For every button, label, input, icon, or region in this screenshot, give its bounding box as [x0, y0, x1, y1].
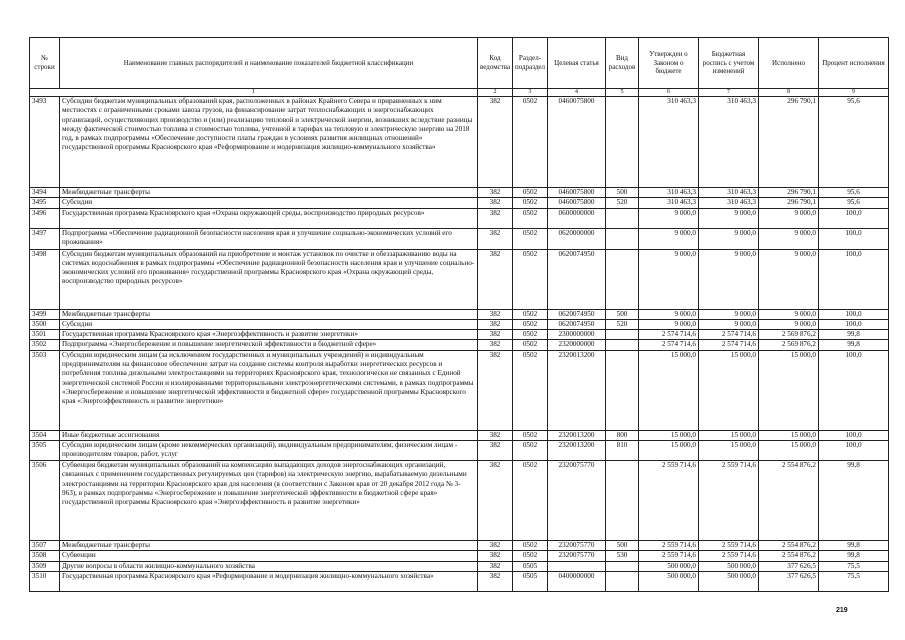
header-name: Наименование главных распорядителей и наименование показателей бюджетной классификации [60, 38, 478, 89]
row-target-article: 0460075800 [548, 97, 606, 188]
row-budget-schedule: 310 463,3 [699, 188, 759, 198]
row-department-code: 382 [478, 461, 513, 541]
row-number: 3500 [30, 319, 60, 329]
row-target-article: 0620074950 [548, 249, 606, 309]
row-expense-type [606, 97, 639, 188]
row-department-code: 382 [478, 188, 513, 198]
row-number: 3496 [30, 208, 60, 228]
row-name: Субсидии юридическим лицам (кроме некоммерческих организаций), индивидуальным предпринимателям, физическим лицам - производителям товаров, работ, услуг [60, 441, 478, 461]
row-expense-type: 500 [606, 541, 639, 551]
row-executed: 296 790,1 [759, 97, 819, 188]
row-department-code: 382 [478, 551, 513, 561]
row-department-code: 382 [478, 350, 513, 430]
row-department-code: 382 [478, 319, 513, 329]
row-approved: 310 463,3 [639, 97, 699, 188]
row-percent: 99,8 [819, 541, 889, 551]
row-budget-schedule: 2 559 714,6 [699, 541, 759, 551]
header-row-number: № строки [30, 38, 60, 89]
row-executed: 9 000,0 [759, 228, 819, 249]
row-budget-schedule: 15 000,0 [699, 430, 759, 440]
row-approved: 15 000,0 [639, 350, 699, 430]
row-number: 3508 [30, 551, 60, 561]
row-percent: 95,6 [819, 97, 889, 188]
table-row [30, 198, 889, 208]
row-expense-type [606, 350, 639, 430]
table-row [30, 309, 889, 319]
table-body [30, 97, 889, 592]
row-executed: 9 000,0 [759, 319, 819, 329]
row-percent: 100,0 [819, 319, 889, 329]
row-target-article: 2320013200 [548, 430, 606, 440]
row-budget-schedule: 9 000,0 [699, 208, 759, 228]
row-expense-type [606, 228, 639, 249]
row-executed: 9 000,0 [759, 309, 819, 319]
table-row [30, 208, 889, 228]
row-section: 0502 [513, 350, 548, 430]
row-number: 3502 [30, 340, 60, 350]
row-approved: 9 000,0 [639, 309, 699, 319]
row-approved: 2 559 714,6 [639, 551, 699, 561]
row-approved: 500 000,0 [639, 561, 699, 571]
row-section: 0505 [513, 561, 548, 571]
row-number: 3504 [30, 430, 60, 440]
row-executed: 9 000,0 [759, 249, 819, 309]
row-target-article: 0620074950 [548, 309, 606, 319]
row-target-article: 2300000000 [548, 330, 606, 340]
row-approved: 2 574 714,6 [639, 340, 699, 350]
row-number: 3510 [30, 571, 60, 591]
page-number: 219 [836, 607, 848, 614]
row-executed: 15 000,0 [759, 441, 819, 461]
row-name: Межбюджетные трансферты [60, 309, 478, 319]
row-department-code: 382 [478, 441, 513, 461]
row-section: 0502 [513, 541, 548, 551]
row-name: Межбюджетные трансферты [60, 541, 478, 551]
row-section: 0502 [513, 319, 548, 329]
row-expense-type [606, 571, 639, 591]
row-percent: 100,0 [819, 430, 889, 440]
row-percent: 100,0 [819, 350, 889, 430]
header-budget-schedule: Бюджетная роспись с учетом изменений [699, 38, 759, 89]
column-number: 4 [548, 89, 606, 97]
row-name: Межбюджетные трансферты [60, 188, 478, 198]
column-number: 8 [759, 89, 819, 97]
row-expense-type: 500 [606, 188, 639, 198]
row-executed: 2 554 876,2 [759, 461, 819, 541]
column-number-row [30, 89, 889, 97]
row-name: Подпрограмма «Обеспечение радиационной безопасности населения края и улучшение социально-экономических условий его проживания» [60, 228, 478, 249]
row-name: Государственная программа Красноярского края «Реформирование и модернизация жилищно-коммунального хозяйства» [60, 571, 478, 591]
row-expense-type: 530 [606, 551, 639, 561]
row-percent: 99,8 [819, 340, 889, 350]
row-percent: 99,8 [819, 551, 889, 561]
row-name: Субсидии юридическим лицам (за исключением государственных и муниципальных учреждений) и индивидуальным предпринимателям на финансовое обеспечение затрат на создание системы контроля выработки энергетических ресурсов и потребления топлива дизельными электростанциями на территориях Красноярского края, технологически не связанных с Единой энергетической системой России и изолированными территориальными электроэнергетическими системами, в рамках подпрограммы «Энергосбережение и повышение энергетической эффективности в бюджетной сфере» государственной программы Красноярского края «Энергоэффективность и развитие энергетики» [60, 350, 478, 430]
row-target-article: 0460075800 [548, 198, 606, 208]
header-percent: Процент исполнения [819, 38, 889, 89]
row-section: 0502 [513, 430, 548, 440]
row-percent: 95,6 [819, 198, 889, 208]
row-approved: 9 000,0 [639, 249, 699, 309]
row-expense-type: 520 [606, 319, 639, 329]
row-department-code: 382 [478, 561, 513, 571]
row-number: 3503 [30, 350, 60, 430]
table-row [30, 551, 889, 561]
row-percent: 99,8 [819, 330, 889, 340]
row-department-code: 382 [478, 97, 513, 188]
budget-table [29, 37, 889, 592]
table-row [30, 441, 889, 461]
row-expense-type: 810 [606, 441, 639, 461]
row-executed: 9 000,0 [759, 208, 819, 228]
row-budget-schedule: 9 000,0 [699, 309, 759, 319]
row-percent: 100,0 [819, 309, 889, 319]
row-expense-type [606, 208, 639, 228]
row-target-article [548, 561, 606, 571]
row-number: 3506 [30, 461, 60, 541]
row-executed: 377 626,5 [759, 561, 819, 571]
table-row [30, 561, 889, 571]
row-number: 3509 [30, 561, 60, 571]
row-department-code: 382 [478, 228, 513, 249]
header-department-code: Код ведомства [478, 38, 513, 89]
row-target-article: 2320075770 [548, 461, 606, 541]
row-budget-schedule: 2 559 714,6 [699, 551, 759, 561]
row-budget-schedule: 500 000,0 [699, 561, 759, 571]
row-number: 3507 [30, 541, 60, 551]
row-budget-schedule: 500 000,0 [699, 571, 759, 591]
row-department-code: 382 [478, 330, 513, 340]
table-row [30, 340, 889, 350]
row-percent: 95,6 [819, 188, 889, 198]
header-executed: Исполнено [759, 38, 819, 89]
row-department-code: 382 [478, 249, 513, 309]
row-target-article: 2320075770 [548, 551, 606, 561]
row-executed: 296 790,1 [759, 198, 819, 208]
row-department-code: 382 [478, 571, 513, 591]
column-number: 1 [30, 89, 478, 97]
header-row [30, 38, 889, 89]
column-number: 6 [639, 89, 699, 97]
row-percent: 100,0 [819, 441, 889, 461]
row-section: 0502 [513, 228, 548, 249]
row-approved: 500 000,0 [639, 571, 699, 591]
table-row [30, 319, 889, 329]
column-number: 2 [478, 89, 513, 97]
row-executed: 15 000,0 [759, 430, 819, 440]
row-number: 3495 [30, 198, 60, 208]
row-expense-type: 500 [606, 309, 639, 319]
row-number: 3494 [30, 188, 60, 198]
row-budget-schedule: 310 463,3 [699, 97, 759, 188]
row-target-article: 0600000000 [548, 208, 606, 228]
row-executed: 2 569 876,2 [759, 330, 819, 340]
row-budget-schedule: 2 559 714,6 [699, 461, 759, 541]
row-expense-type [606, 561, 639, 571]
row-percent: 100,0 [819, 249, 889, 309]
row-name: Государственная программа Красноярского края «Охрана окружающей среды, воспроизводство природных ресурсов» [60, 208, 478, 228]
row-expense-type [606, 340, 639, 350]
row-section: 0502 [513, 309, 548, 319]
row-department-code: 382 [478, 198, 513, 208]
table-row [30, 330, 889, 340]
table-row [30, 228, 889, 249]
row-approved: 2 559 714,6 [639, 541, 699, 551]
row-expense-type: 800 [606, 430, 639, 440]
row-target-article: 2320075770 [548, 541, 606, 551]
row-section: 0502 [513, 340, 548, 350]
row-name: Государственная программа Красноярского края «Энергоэффективность и развитие энергетики» [60, 330, 478, 340]
row-name: Субсидии бюджетам муниципальных образований на приобретение и монтаж установок по очистке и обеззараживанию воды на системах водоснабжения в рамках подпрограммы «Обеспечение радиационной безопасности населения края и улучшение социально-экономических условий его проживания» государственной программы Красноярского края «Охрана окружающей среды, воспроизводство природных ресурсов» [60, 249, 478, 309]
row-number: 3493 [30, 97, 60, 188]
column-number: 7 [699, 89, 759, 97]
row-executed: 377 626,5 [759, 571, 819, 591]
row-department-code: 382 [478, 430, 513, 440]
row-executed: 2 554 876,2 [759, 551, 819, 561]
row-section: 0502 [513, 461, 548, 541]
row-budget-schedule: 15 000,0 [699, 350, 759, 430]
row-percent: 75,5 [819, 561, 889, 571]
header-section: Раздел-подраздел [513, 38, 548, 89]
row-section: 0502 [513, 249, 548, 309]
table-row [30, 97, 889, 188]
row-section: 0502 [513, 330, 548, 340]
table-row [30, 350, 889, 430]
row-approved: 2 559 714,6 [639, 461, 699, 541]
row-executed: 15 000,0 [759, 350, 819, 430]
row-executed: 2 554 876,2 [759, 541, 819, 551]
row-name: Иные бюджетные ассигнования [60, 430, 478, 440]
row-budget-schedule: 9 000,0 [699, 228, 759, 249]
table-row [30, 430, 889, 440]
column-number: 3 [513, 89, 548, 97]
row-approved: 15 000,0 [639, 430, 699, 440]
row-expense-type [606, 249, 639, 309]
row-section: 0505 [513, 571, 548, 591]
row-approved: 2 574 714,6 [639, 330, 699, 340]
row-approved: 9 000,0 [639, 208, 699, 228]
table-row [30, 541, 889, 551]
row-budget-schedule: 9 000,0 [699, 249, 759, 309]
row-section: 0502 [513, 97, 548, 188]
table-row [30, 571, 889, 591]
row-approved: 9 000,0 [639, 228, 699, 249]
row-section: 0502 [513, 208, 548, 228]
row-name: Подпрограмма «Энергосбережение и повышение энергетической эффективности в бюджетной сфере» [60, 340, 478, 350]
row-name: Субсидии [60, 198, 478, 208]
row-section: 0502 [513, 441, 548, 461]
row-approved: 15 000,0 [639, 441, 699, 461]
row-expense-type [606, 461, 639, 541]
row-budget-schedule: 15 000,0 [699, 441, 759, 461]
row-executed: 2 569 876,2 [759, 340, 819, 350]
row-number: 3501 [30, 330, 60, 340]
row-target-article: 0400000000 [548, 571, 606, 591]
row-department-code: 382 [478, 541, 513, 551]
row-number: 3498 [30, 249, 60, 309]
row-number: 3499 [30, 309, 60, 319]
row-percent: 75,5 [819, 571, 889, 591]
table-row [30, 249, 889, 309]
row-expense-type: 520 [606, 198, 639, 208]
row-name: Субвенции [60, 551, 478, 561]
row-name: Субсидии бюджетам муниципальных образований края, расположенных в районах Крайнего Севера и приравненных к ним местностях с ограниченными сроками завоза грузов, на финансирование затрат теплоснабжающих и энергоснабжающих организаций, осуществляющих производство и (или) реализацию тепловой и электрической энергии, возникших вследствие разницы между фактической стоимостью топлива и стоимостью топлива, учтенной в тарифах на тепловую и электрическую энергию на 2018 год, в рамках подпрограммы «Обеспечение доступности платы граждан в условиях развития жилищных отношений» государственной программы Красноярского края «Реформирование и модернизация жилищно-коммунального хозяйства» [60, 97, 478, 188]
column-number: 5 [606, 89, 639, 97]
column-number: 9 [819, 89, 889, 97]
header-approved: Утвержден о Законом о бюджете [639, 38, 699, 89]
row-section: 0502 [513, 551, 548, 561]
row-budget-schedule: 9 000,0 [699, 319, 759, 329]
table-row [30, 188, 889, 198]
table-row [30, 461, 889, 541]
row-approved: 310 463,3 [639, 198, 699, 208]
row-department-code: 382 [478, 309, 513, 319]
row-target-article: 2320013200 [548, 350, 606, 430]
row-budget-schedule: 2 574 714,6 [699, 330, 759, 340]
row-target-article: 0620074950 [548, 319, 606, 329]
row-department-code: 382 [478, 340, 513, 350]
row-name: Другие вопросы в области жилищно-коммунального хозяйства [60, 561, 478, 571]
row-budget-schedule: 2 574 714,6 [699, 340, 759, 350]
row-number: 3505 [30, 441, 60, 461]
row-executed: 296 790,1 [759, 188, 819, 198]
header-expense-type: Вид расходов [606, 38, 639, 89]
row-percent: 100,0 [819, 228, 889, 249]
row-percent: 99,8 [819, 461, 889, 541]
row-section: 0502 [513, 198, 548, 208]
row-target-article: 0620000000 [548, 228, 606, 249]
row-percent: 100,0 [819, 208, 889, 228]
row-section: 0502 [513, 188, 548, 198]
row-approved: 9 000,0 [639, 319, 699, 329]
row-number: 3497 [30, 228, 60, 249]
row-department-code: 382 [478, 208, 513, 228]
row-expense-type [606, 330, 639, 340]
row-approved: 310 463,3 [639, 188, 699, 198]
row-target-article: 0460075800 [548, 188, 606, 198]
row-name: Субвенция бюджетам муниципальных образований на компенсацию выпадающих доходов энергоснабжающих организаций, связанных с применением государственных регулируемых цен (тарифов) на электрическую энергию, вырабатываемую дизельными электростанциями на территории Красноярского края для населения (в соответствии с Законом края от 20 декабря 2012 года № 3-963), в рамках подпрограммы «Энергосбережение и повышение энергетической эффективности в бюджетной сфере края» государственной программы Красноярского края «Энергоэффективность и развитие энергетики» [60, 461, 478, 541]
row-target-article: 2320000000 [548, 340, 606, 350]
row-budget-schedule: 310 463,3 [699, 198, 759, 208]
row-name: Субсидии [60, 319, 478, 329]
row-target-article: 2320013200 [548, 441, 606, 461]
header-target-article: Целевая статья [548, 38, 606, 89]
